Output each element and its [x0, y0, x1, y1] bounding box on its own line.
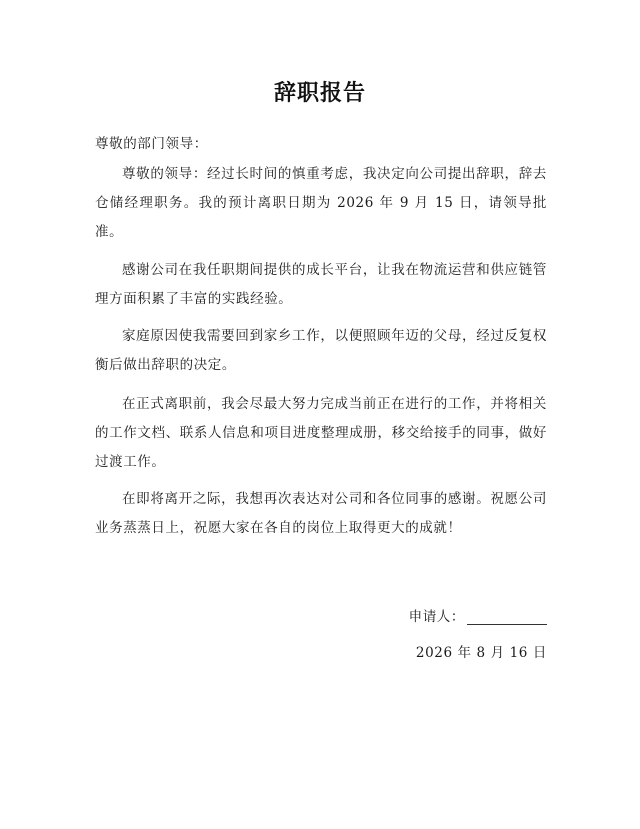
signature-block	[409, 605, 547, 625]
paragraph-closing: 在即将离开之际，我想再次表达对公司和各位同事的感谢。祝愿公司业务蒸蒸日上，祝愿大家在各自的岗位上取得更大的成就！	[95, 491, 547, 536]
signature-line	[467, 610, 547, 625]
document-title: 辞职报告	[273, 81, 366, 106]
paragraph-handover: 在正式离职前，我会尽最大努力完成当前正在进行的工作，并将相关的工作文档、联系人信息和项目进度整理成册，移交给接手的同事，做好过渡工作。	[95, 396, 547, 470]
salutation: 尊敬的部门领导：	[95, 136, 208, 152]
letter-date: 2026 年 8 月 16 日	[415, 645, 547, 661]
paragraph-decision: 尊敬的领导：经过长时间的慎重考虑，我决定向公司提出辞职，辞去仓储经理职务。我的预计离职日期为 2026 年 9 月 15 日，请领导批准。	[95, 166, 547, 240]
paragraph-reason: 家庭原因使我需要回到家乡工作，以便照顾年迈的父母，经过反复权衡后做出辞职的决定。	[95, 328, 547, 373]
paragraph-gratitude: 感谢公司在我任职期间提供的成长平台，让我在物流运营和供应链管理方面积累了丰富的实践经验。	[95, 262, 547, 307]
signer-label: 申请人：	[408, 609, 465, 625]
